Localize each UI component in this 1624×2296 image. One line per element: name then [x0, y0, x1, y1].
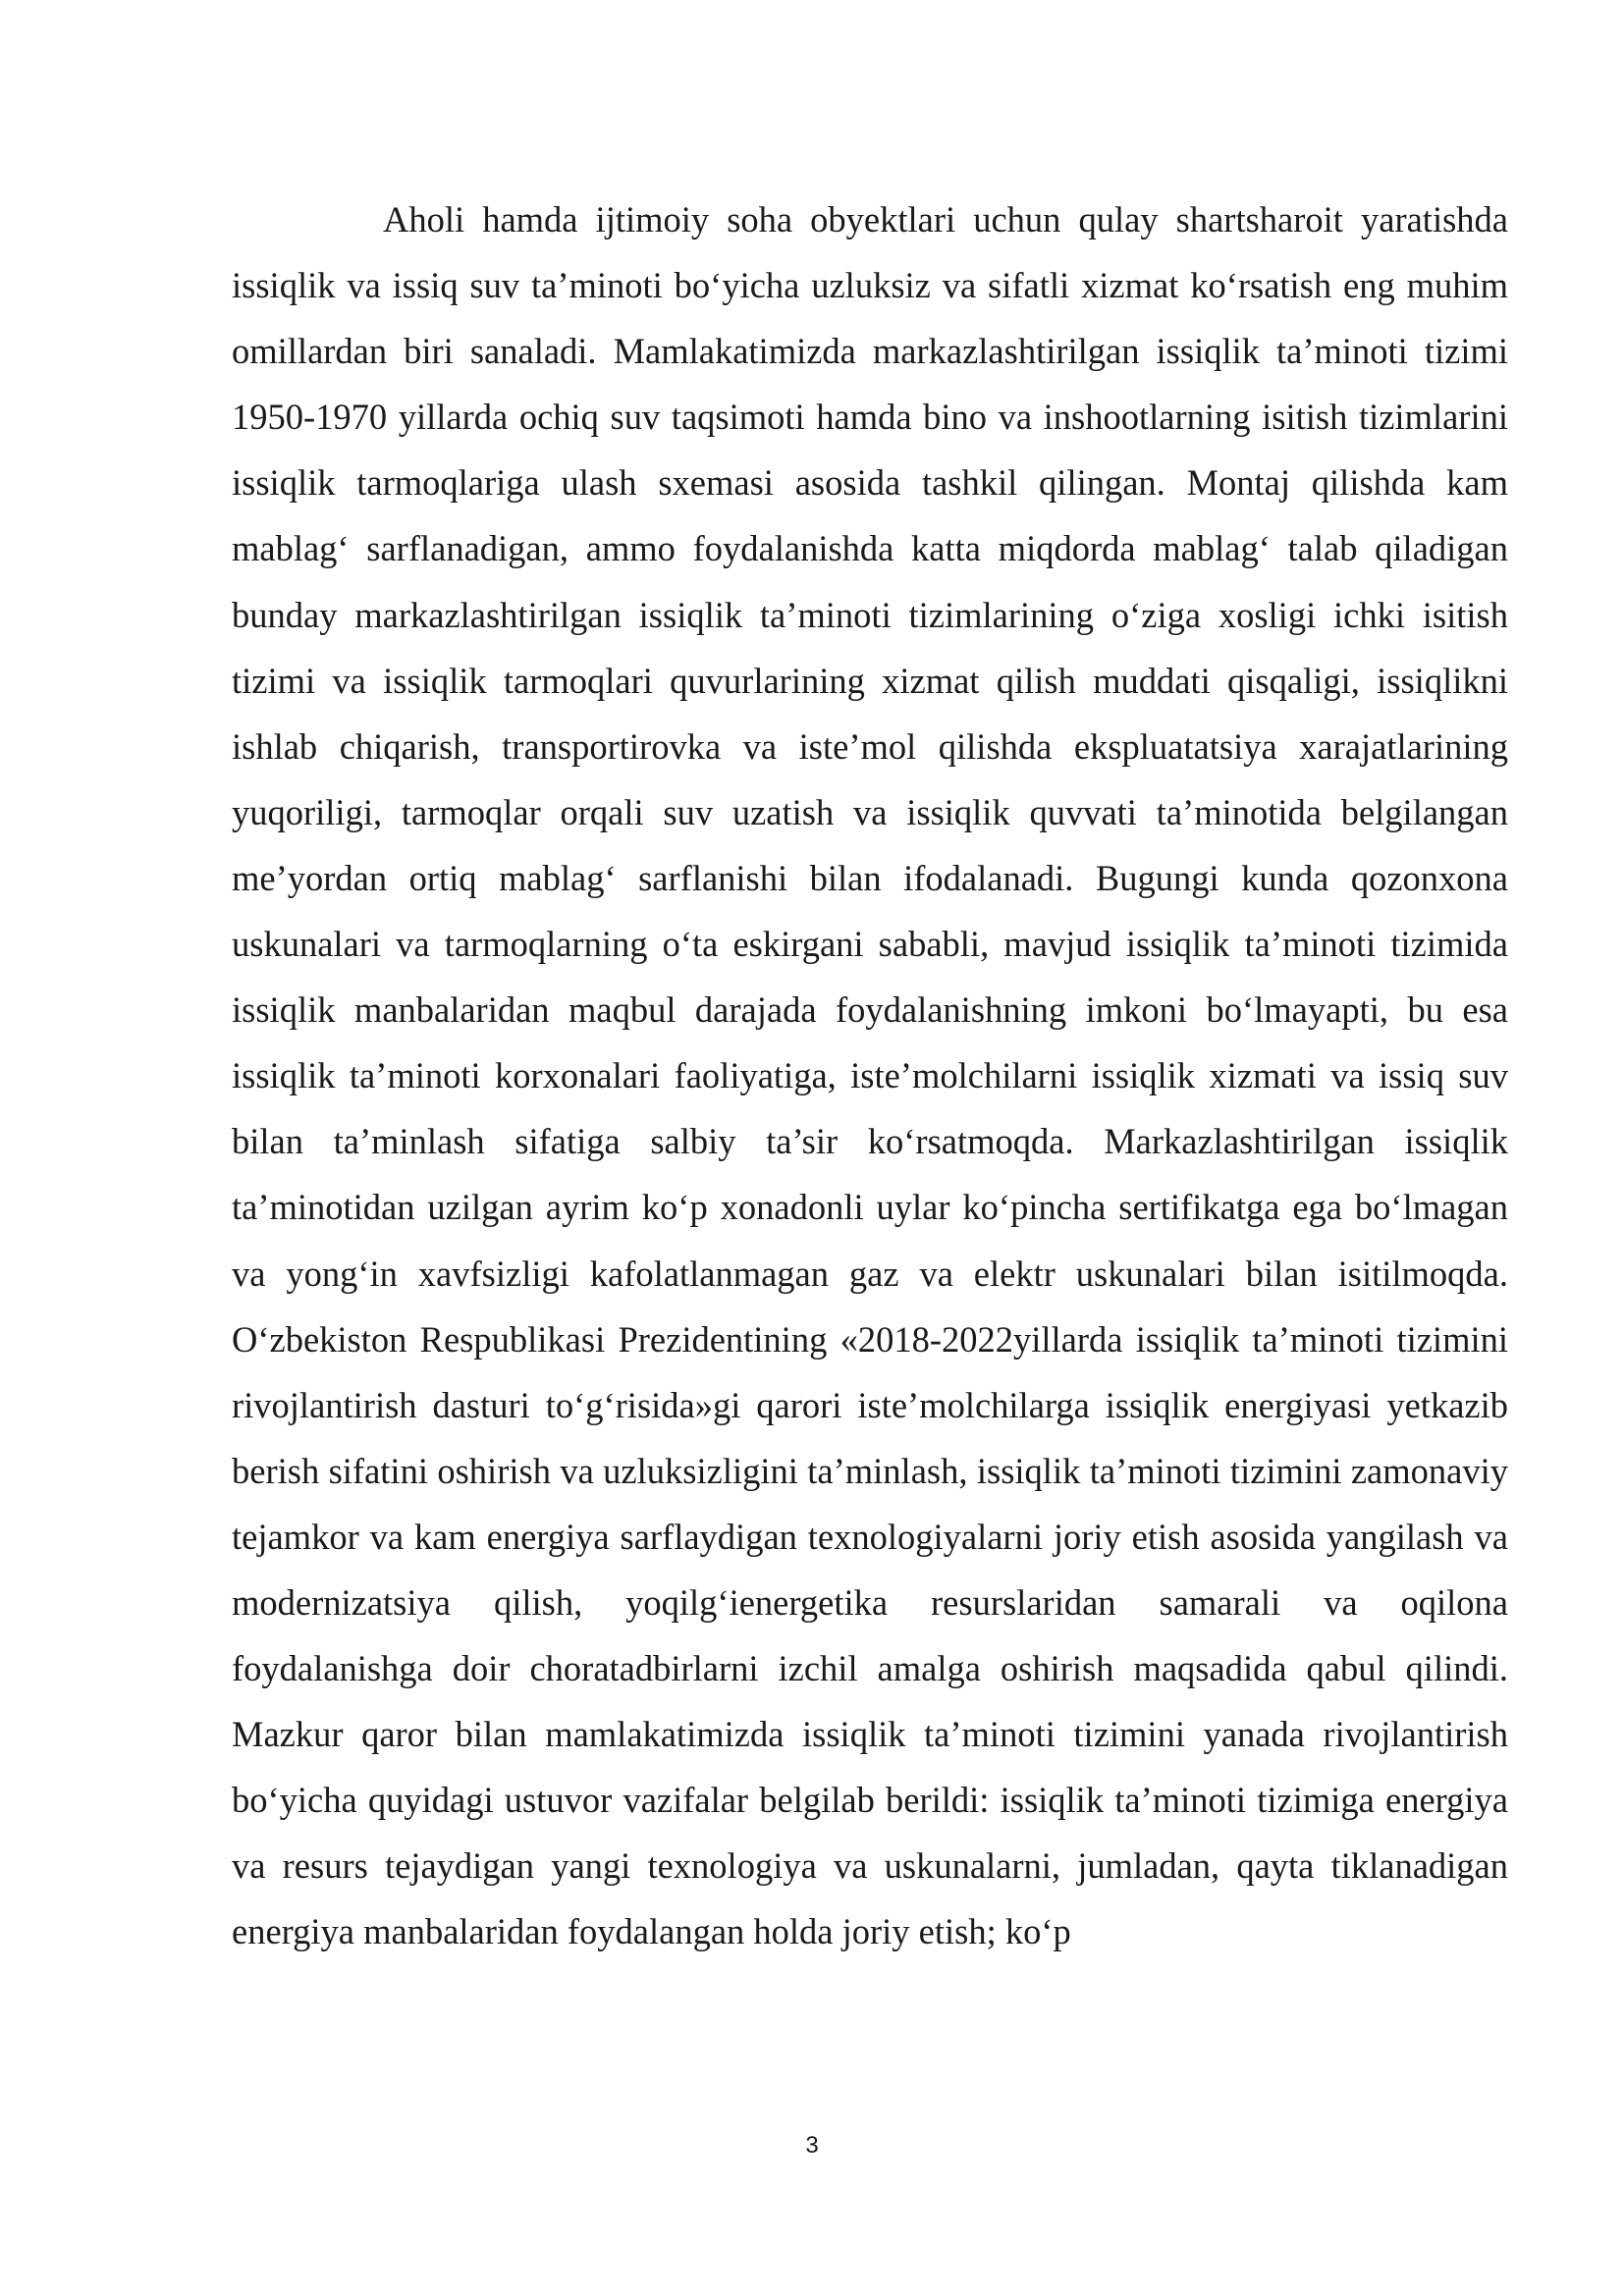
body-paragraph: Aholi hamda ijtimoiy soha obyektlari uchun qulay shartsharoit yaratishda issiqlik va issiq suv ta’minoti bo‘yicha uzluksiz va sifatli xizmat ko‘rsatish eng muhim omillardan biri sanaladi. Mamlakatimizda markazlashtirilgan issiqlik ta’minoti tizimi 1950-1970 yillarda ochiq suv taqsimoti hamda bino va inshootlarning isitish tizimlarini issiqlik tarmoqlariga ulash sxemasi asosida tashkil qilingan. Montaj qilishda kam mablag‘ sarflanadigan, ammo foydalanishda katta miqdorda mablag‘ talab qiladigan bunday markazlashtirilgan issiqlik ta’minoti tizimlarining o‘ziga xosligi ichki isitish tizimi va issiqlik tarmoqlari quvurlarining xizmat qilish muddati qisqaligi, issiqlikni ishlab chiqarish, transportirovka va iste’mol qilishda ekspluatatsiya xarajatlarining yuqoriligi, tarmoqlar orqali suv uzatish va issiqlik quvvati ta’minotida belgilangan me’yordan ortiq mablag‘ sarflanishi bilan ifodalanadi. Bugungi kunda qozonxona uskunalari va tarmoqlarning o‘ta eskirgani sababli, mavjud issiqlik ta’minoti tizimida issiqlik manbalaridan maqbul darajada foydalanishning imkoni bo‘lmayapti, bu esa issiqlik ta’minoti korxonalari faoliyatiga, iste’molchilarni issiqlik xizmati va issiq suv bilan ta’minlash sifatiga salbiy ta’sir ko‘rsatmoqda. Markazlashtirilgan issiqlik ta’minotidan uzilgan ayrim ko‘p xonadonli uylar ko‘pincha sertifikatga ega bo‘lmagan va yong‘in xavfsizligi kafolatlanmagan gaz va elektr uskunalari bilan isitilmoqda. O‘zbekiston Respublikasi Prezidentining «2018-2022yillarda issiqlik ta’minoti tizimini rivojlantirish dasturi to‘g‘risida»gi qarori iste’molchilarga issiqlik energiyasi yetkazib berish sifatini oshirish va uzluksizligini ta’minlash, issiqlik ta’minoti tizimini zamonaviy tejamkor va kam energiya sarflaydigan texnologiyalarni joriy etish asosida yangilash va modernizatsiya qilish, yoqilg‘ienergetika resurslaridan samarali va oqilona foydalanishga doir choratadbirlarni izchil amalga oshirish maqsadida qabul qilindi. Mazkur qaror bilan mamlakatimizda issiqlik ta’minoti tizimini yanada rivojlantirish bo‘yicha quyidagi ustuvor vazifalar belgilab berildi: issiqlik ta’minoti tizimiga energiya va resurs tejaydigan yangi texnologiya va uskunalarni, jumladan, qayta tiklanadigan energiya manbalaridan foydalangan holda joriy etish; ko‘p [232, 199, 1508, 1952]
page-number: 3 [805, 2132, 819, 2159]
